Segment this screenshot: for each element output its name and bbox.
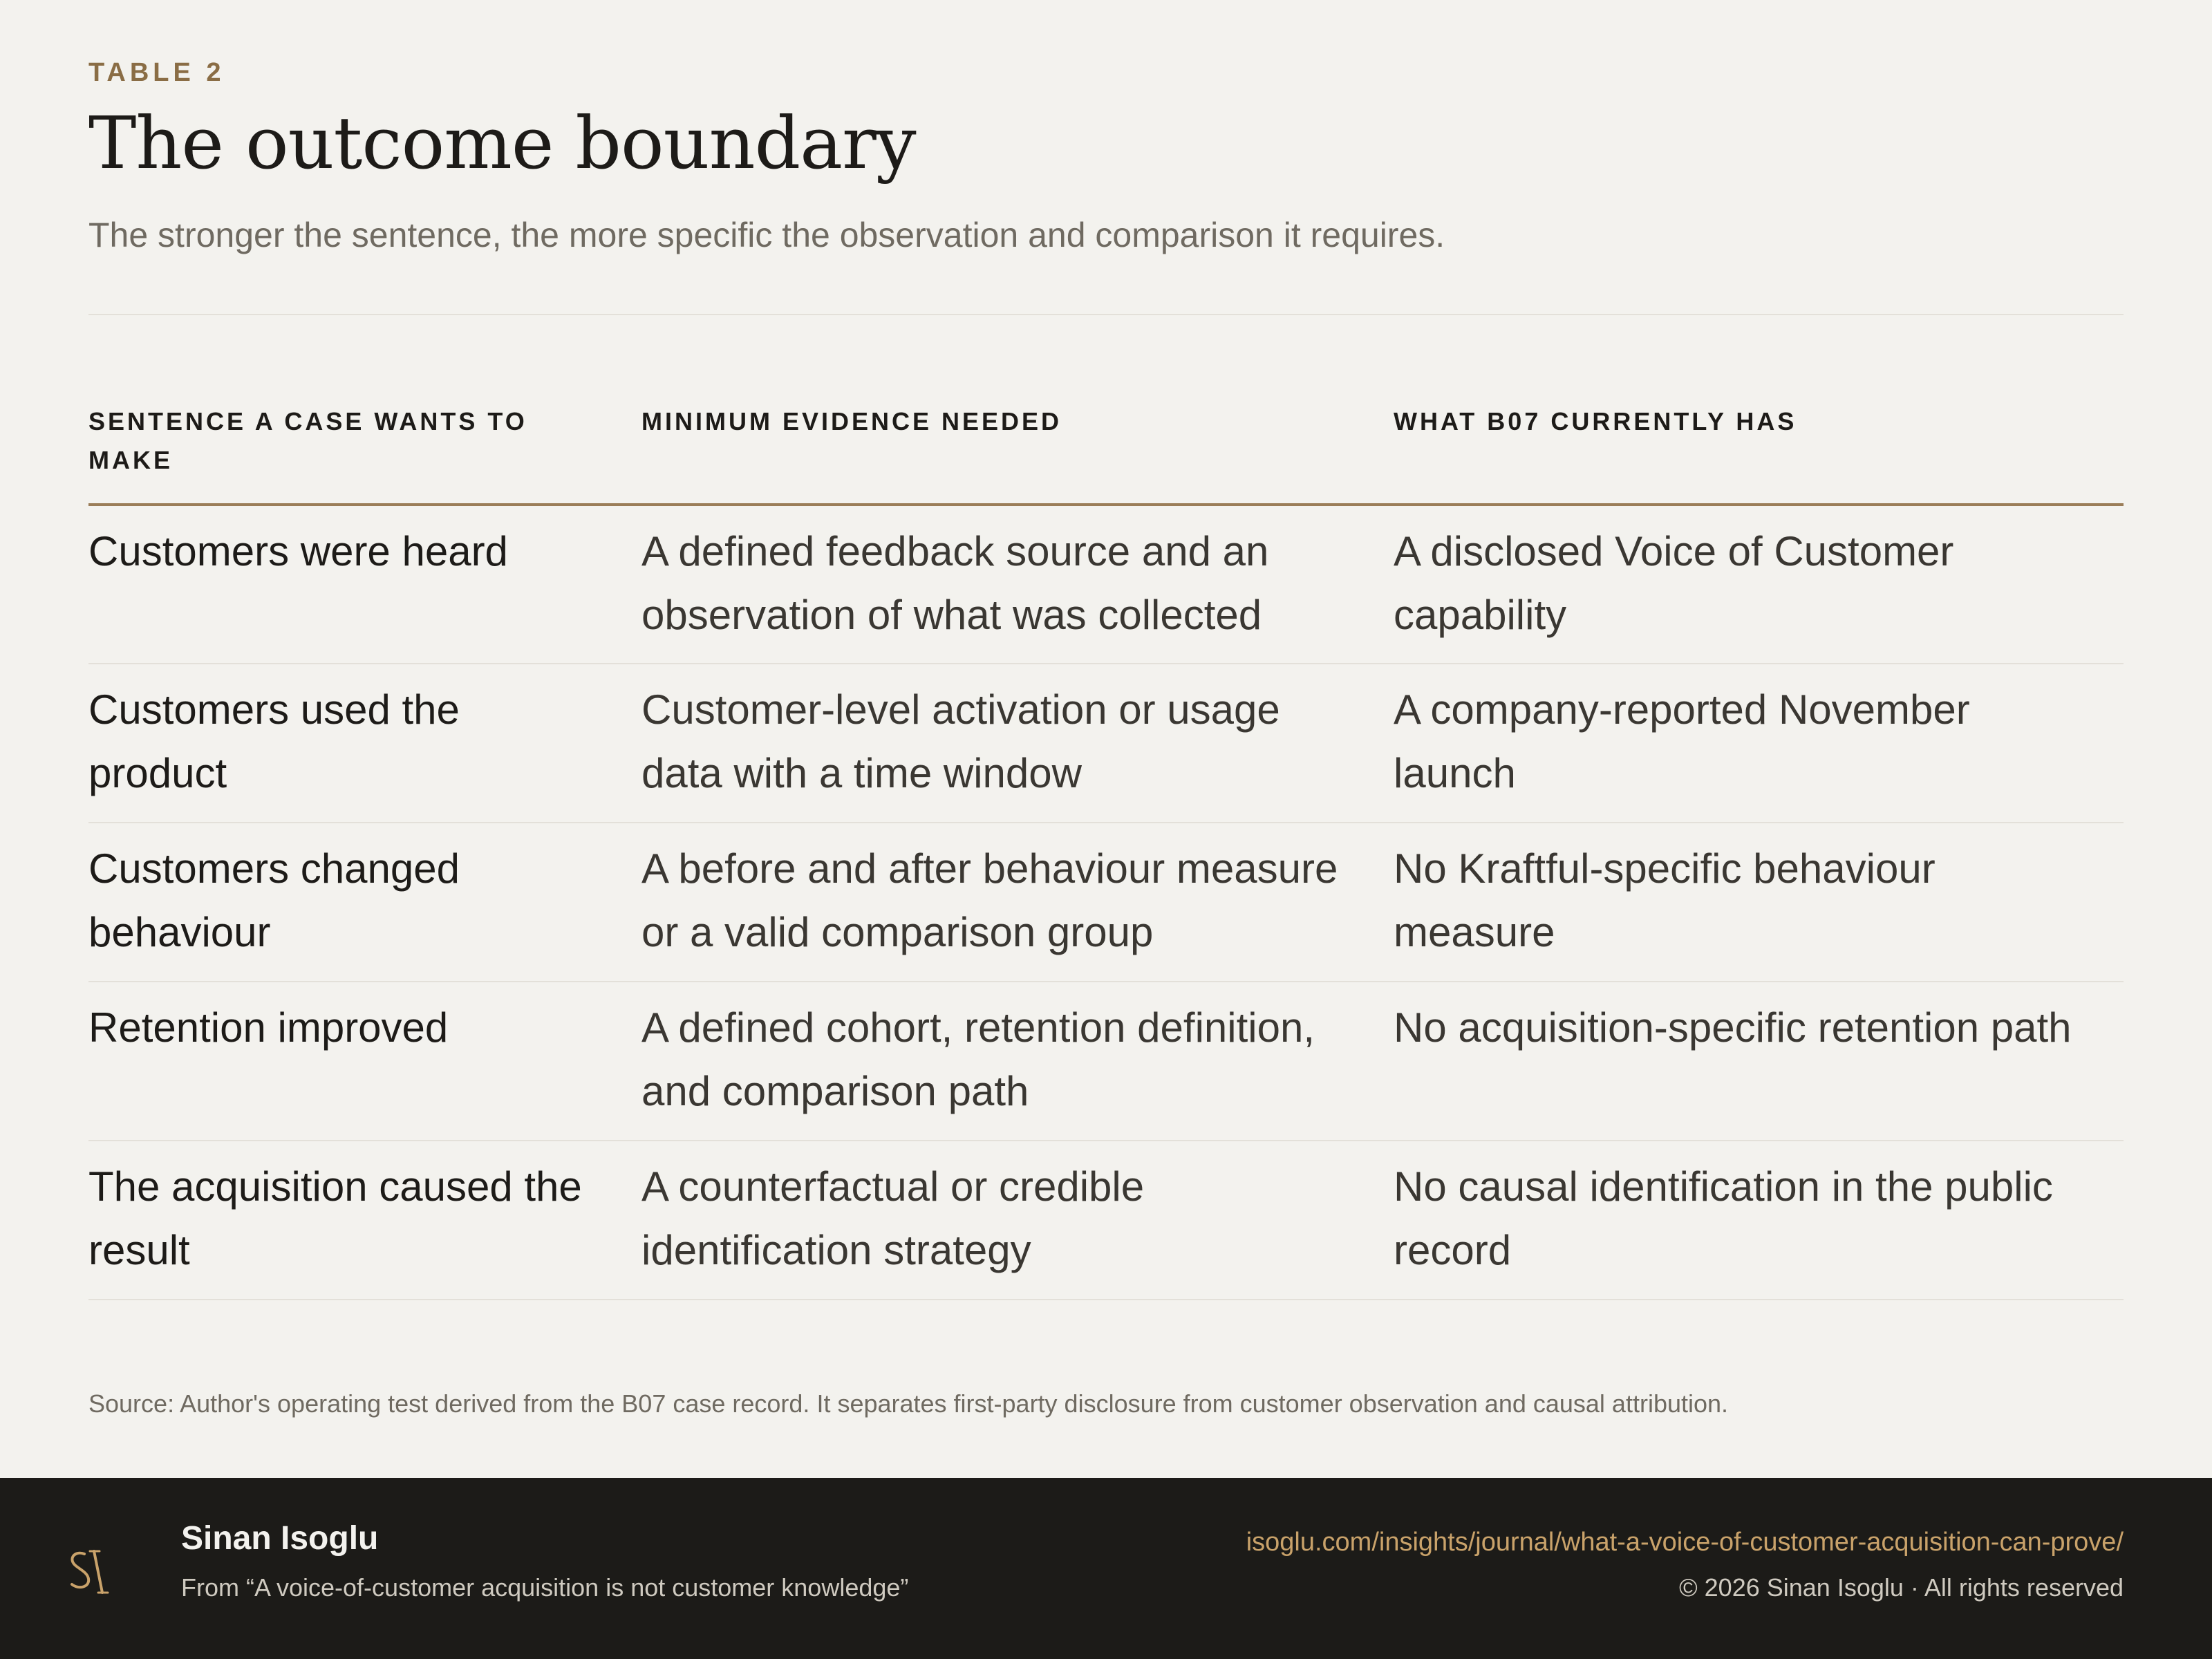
cell-claim: Customers were heard <box>88 505 641 664</box>
article-reference: From “A voice-of-customer acquisition is not customer knowledge” <box>181 1573 909 1602</box>
evidence-table <box>88 402 2124 1300</box>
cell-current: No Kraftful-specific behaviour measure <box>1394 823 2124 982</box>
cell-evidence: A defined cohort, retention definition, and comparison path <box>641 982 1394 1141</box>
cell-evidence: A counterfactual or credible identification strategy <box>641 1141 1394 1300</box>
cell-current: A disclosed Voice of Customer capability <box>1394 505 2124 664</box>
cell-current: No causal identification in the public record <box>1394 1141 2124 1300</box>
author-name: Sinan Isoglu <box>181 1520 379 1557</box>
cell-claim: The acquisition caused the result <box>88 1141 641 1300</box>
cell-evidence: A before and after behaviour measure or a valid comparison group <box>641 823 1394 982</box>
table-header-row <box>88 402 2124 505</box>
cell-evidence: Customer-level activation or usage data with a time window <box>641 664 1394 823</box>
header-divider <box>88 314 2124 315</box>
cell-current: No acquisition-specific retention path <box>1394 982 2124 1141</box>
table-row <box>88 1141 2124 1300</box>
cell-current: A company-reported November launch <box>1394 664 2124 823</box>
table-row <box>88 664 2124 823</box>
column-header-current: WHAT B07 CURRENTLY HAS <box>1394 402 2124 505</box>
footer <box>0 1478 2212 1659</box>
column-header-evidence: MINIMUM EVIDENCE NEEDED <box>641 402 1394 505</box>
table-eyebrow: TABLE 2 <box>88 58 225 87</box>
page-subtitle: The stronger the sentence, the more specific the observation and comparison it requires. <box>88 216 1445 254</box>
table-row <box>88 982 2124 1141</box>
table-row <box>88 823 2124 982</box>
cell-claim: Customers used the product <box>88 664 641 823</box>
article-link[interactable]: isoglu.com/insights/journal/what-a-voice-of-customer-acquisition-can-prove/ <box>1246 1528 2124 1557</box>
cell-claim: Customers changed behaviour <box>88 823 641 982</box>
table-row <box>88 505 2124 664</box>
source-note: Source: Author's operating test derived from the B07 case record. It separates first-party disclosure from customer observation and causal attribution. <box>88 1389 1729 1418</box>
cell-evidence: A defined feedback source and an observation of what was collected <box>641 505 1394 664</box>
copyright-notice: © 2026 Sinan Isoglu · All rights reserved <box>1679 1573 2124 1602</box>
page-title: The outcome boundary <box>88 101 916 185</box>
si-monogram-icon <box>64 1544 116 1597</box>
column-header-sentence: SENTENCE A CASE WANTS TO MAKE <box>88 402 641 505</box>
cell-claim: Retention improved <box>88 982 641 1141</box>
